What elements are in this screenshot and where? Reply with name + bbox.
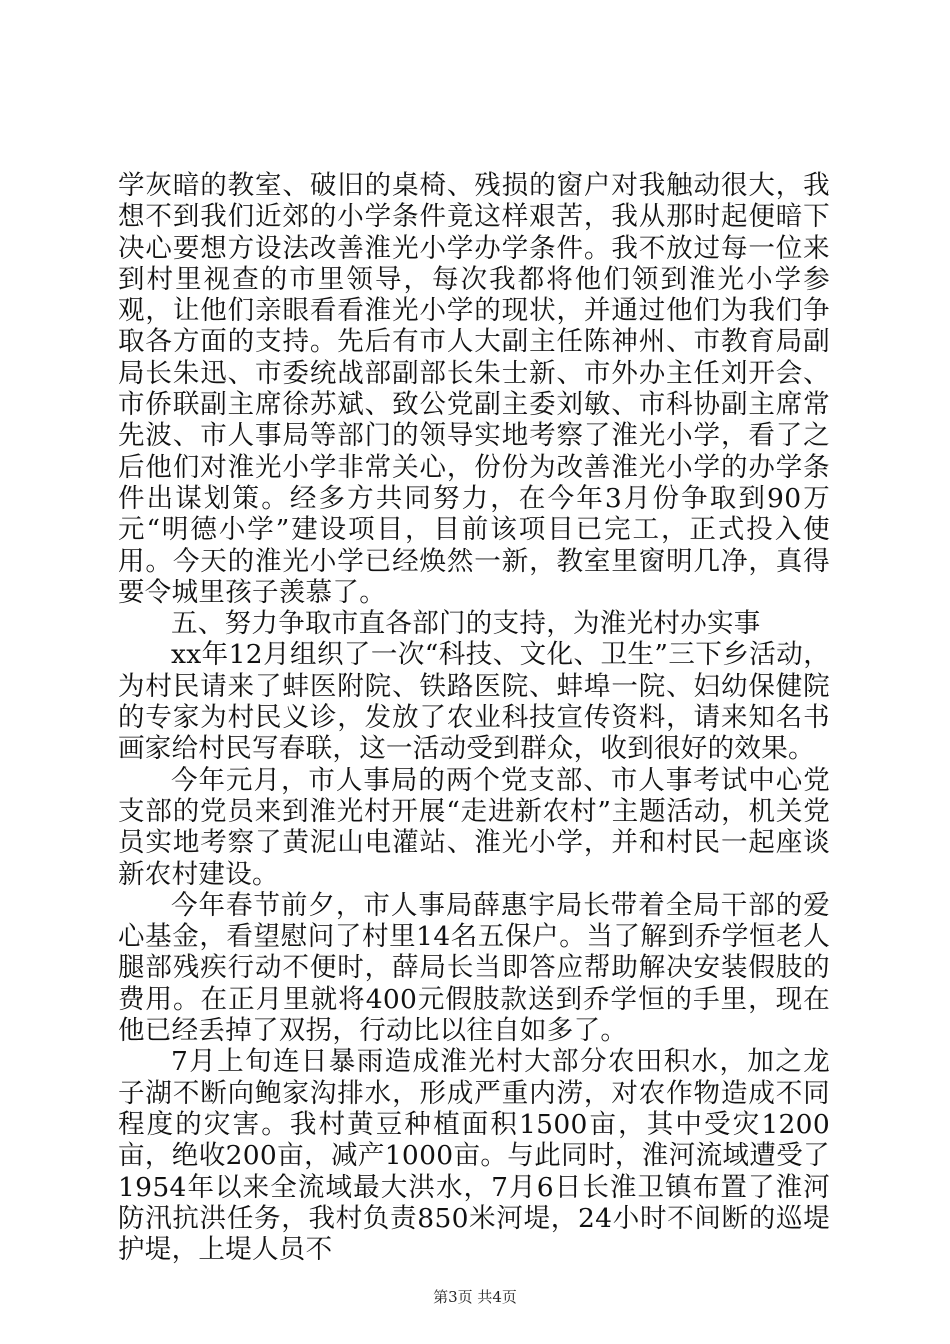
paragraph-new-countryside-activity: 今年元月，市人事局的两个党支部、市人事考试中心党支部的党员来到淮光村开展“走进新农村”主题活动，机关党员实地考察了黄泥山电灌站、淮光小学，并和村民一起座谈新农村建设。 bbox=[118, 764, 830, 890]
paragraph-three-rural-activities: xx年12月组织了一次“科技、文化、卫生”三下乡活动，为村民请来了蚌医附院、铁路医院、蚌埠一院、妇幼保健院的专家为村民义诊，发放了农业科技宣传资料，请来知名书画家给村民写春联，这一活动受到群众，收到很好的效果。 bbox=[118, 639, 830, 765]
page-footer: 第3页 共4页 bbox=[433, 1288, 517, 1306]
document-body bbox=[118, 170, 830, 1265]
paragraph-spring-festival-visit: 今年春节前夕，市人事局薛惠宇局长带着全局干部的爱心基金，看望慰问了村里14名五保户。当了解到乔学恒老人腿部残疾行动不便时，薛局长当即答应帮助解决安装假肢的费用。在正月里就将400元假肢款送到乔学恒的手里，现在他已经丢掉了双拐，行动比以往自如多了。 bbox=[118, 889, 830, 1047]
paragraph-flood-relief: 7月上旬连日暴雨造成淮光村大部分农田积水，加之龙子湖不断向鲍家沟排水，形成严重内涝，对农作物造成不同程度的灾害。我村黄豆种植面积1500亩，其中受灾1200亩，绝收200亩，减产1000亩。与此同时，淮河流域遭受了1954年以来全流域最大洪水，7月6日长淮卫镇布置了淮河防汛抗洪任务，我村负责850米河堤，24小时不间断的巡堤护堤，上堤人员不 bbox=[118, 1046, 830, 1266]
paragraph-school-improvement: 学灰暗的教室、破旧的桌椅、残损的窗户对我触动很大，我想不到我们近郊的小学条件竟这样艰苦，我从那时起便暗下决心要想方设法改善淮光小学办学条件。我不放过每一位来到村里视查的市里领导，每次我都将他们领到淮光小学参观，让他们亲眼看看淮光小学的现状，并通过他们为我们争取各方面的支持。先后有市人大副主任陈神州、市教育局副局长朱迅、市委统战部副部长朱士新、市外办主任刘开会、市侨联副主席徐苏斌、致公党副主委刘敏、市科协副主席常先波、市人事局等部门的领导实地考察了淮光小学，看了之后他们对淮光小学非常关心，份份为改善淮光小学的办学条件出谋划策。经多方共同努力，在今年3月份争取到90万元“明德小学”建设项目，目前该项目已完工，正式投入使用。今天的淮光小学已经焕然一新，教室里窗明几净，真得要令城里孩子羡慕了。 bbox=[118, 170, 830, 608]
section-heading-five: 五、努力争取市直各部门的支持，为淮光村办实事 bbox=[171, 608, 761, 640]
